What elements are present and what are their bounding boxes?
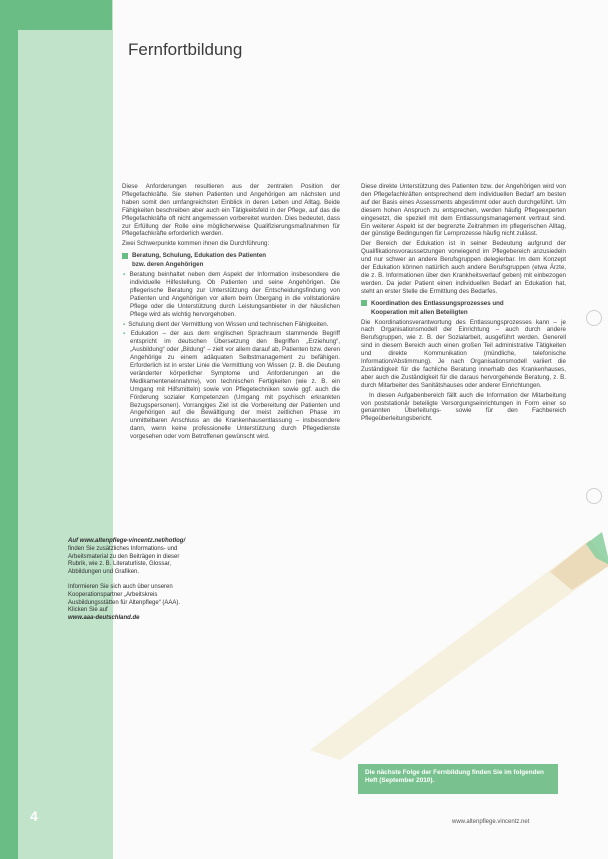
decorative-green-panel [18, 0, 113, 859]
pencil-illustration [250, 520, 608, 760]
bullet-item: ▪ Edukation – der aus dem englischen Sprachraum stammende Begriff entspricht im deutschen Übersetzung den Begriffen „Erziehung“, „Ausbildung“ oder „Bildung“ – zielt vor allem darauf ab, Patienten bzw. deren Angehörige zu einem adäquaten Selbstmanagement zu befähigen. Erforderlich ist in erster Linie die Vermittlung von Wissen (z. B. die Deutung veränderter körperlicher Symptome und Anforderungen an die Medikamenteneinnahme), von technischen Fertigkeiten (wie z. B. ein Umgang mit Hilfsmitteln) sowie von Pflegetechniken sowie ggf. auch die Förderung sozialer Kompetenzen (Umgang mit psychisch erkrankten Bezugspersonen). Vorrangiges Ziel ist die Vorbereitung der Patienten und Angehörigen auf die Bewältigung der meist zeitlichen Phase im unmittelbaren Anschluss an die Krankenhausentlassung – insbesondere dann, wenn keine professionelle Unterstützung durch Pflegedienste vorgesehen oder vom Betroffenen gewünscht wird. [122, 330, 340, 441]
footer-url[interactable]: www.altenpflege.vincentz.net [452, 819, 530, 825]
heading-square-icon [122, 253, 128, 259]
right-text-column [361, 183, 566, 425]
info-text: Auf www.altenpflege-vincentz.net/hotlog/ finden Sie zusätzliches Informations- und Arbeitsmaterial zu den Beiträgen in dieser Rubrik, wie z. B. Literaturliste, Glossar, Abbildungen und Grafiken. [68, 538, 186, 576]
paragraph: Diese direkte Unterstützung des Patienten bzw. der Angehörigen wird von den Pflegefachkräften entsprechend dem individuellen Bedarf am besten auf der Basis eines Assessments abgestimmt oder auch durchgeführt. Um diesem hohen Anspruch zu entsprechen, werden häufig Pflegeexperten eingesetzt, die speziell mit dem Entlassungsmanagement vertraut sind. Ein weiterer Aspekt ist der begrenzte Zeitrahmen im pflegerischen Alltag, der günstige Bedingungen für Lernprozesse häufig nicht zulässt. [361, 183, 566, 238]
bullet-item: ▪ Beratung beinhaltet neben dem Aspekt der Information insbesondere die individuelle Hilfestellung. Ob Patienten und seine Angehörigen. Die pflegerische Beratung zur Unterstützung der Entscheidungsfindung von Patienten und Angehörigen vor allem beim Übergang in die vollstationäre Pflege oder die Unterstützung durch Leistungsanbieter in der häuslichen Pflege wird als wichtig hervorgehoben. [122, 271, 340, 318]
info-text: Informieren Sie sich auch über unseren Kooperationspartner „Arbeitskreis Ausbildungsstätten für Altenpflege“ (AAA). Klicken Sie auf www.aaa-deutschland.de [68, 583, 181, 622]
green-top-block [0, 0, 112, 30]
section-heading: Koordination des Entlassungsprozesses und [361, 300, 566, 308]
section-heading: Beratung, Schulung, Edukation des Patienten [122, 252, 340, 260]
paragraph: Diese Anforderungen resultieren aus der zentralen Position der Pflegefachkräfte. Sie stehen Patienten und Angehörigen am nächsten und haben somit den umfangreichsten Einblick in deren Leben und Alltag. Beide Fähigkeiten beschreiben aber auch ein Tätigkeitsfeld in der Pflege, auf das die Pflegefachkräfte oft nicht angemessen vorbereitet wurden. Dies bedeutet, dass zur Erfüllung der Rolle eine möglicherweise Qualifizierungsmaßnahmen für Pflegefachkräfte erforderlich werden. [122, 183, 340, 238]
page-number: 4 [30, 808, 38, 824]
left-text-column [122, 183, 340, 443]
paragraph: Die Koordinationsverantwortung des Entlassungsprozesses kann – je nach Organisationsmodell der Einrichtung – auch durch andere Berufsgruppen, wie z. B. der Sozialarbeit, ausgeführt werden. Generell sind in diesem Bereich auch einen großen Teil administrative Tätigkeiten und direkte Kommunikation (mündliche, telefonische Information/Abstimmung). Je nach Organisationsmodell variiert die Zuständigkeit für die fachliche Beratung innerhalb des Krankenhauses, aber auch die Zuständigkeit für die daraus hervorgehende Beratung, z. B. durch Mitarbeiter des Sanitätshauses oder anderer Einrichtungen. [361, 318, 566, 389]
info-box [68, 538, 186, 630]
punch-hole [586, 310, 602, 326]
bullet-item: ▪ Schulung dient der Vermittlung von Wissen und technischen Fähigkeiten. [122, 321, 340, 329]
punch-hole [586, 488, 602, 504]
section-subheading: Kooperation mit allen Beteiligten [371, 308, 468, 316]
paragraph: Zwei Schwerpunkte kommen ihnen die Durchführung: [122, 240, 270, 248]
heading-square-icon [361, 300, 367, 306]
section-subheading: bzw. deren Angehörigen [132, 261, 204, 269]
page-title: Fernfortbildung [128, 40, 243, 59]
website-link[interactable]: www.aaa-deutschland.de [68, 615, 140, 622]
paragraph: In diesen Aufgabenbereich fällt auch die Information der Mitarbeitung von poststationär beteiligte Versorgungseinrichtungen in Form einer so genannten Überleitungs- sowie für den Fachbereich Pflegeüberleitungsbericht. [361, 391, 566, 423]
next-issue-callout: Die nächste Folge der Fernbildung finden Sie im folgenden Heft (September 2010). [358, 764, 558, 794]
green-side-strip [0, 0, 18, 859]
website-link[interactable]: www.altenpflege-vincentz.net/hotlog/ [79, 538, 186, 544]
paragraph: Der Bereich der Edukation ist in seiner Bedeutung aufgrund der Qualifikationsvoraussetzungen vorwiegend im Pflegebereich anzusiedeln und nur schwer an andere Berufsgruppen delegierbar. Im dem Konzept der Edukation können natürlich auch andere Berufsgruppen (etwa Ärzte, die z. B. Informationen über den Krankheitsverlauf geben) mit einbezogen werden. Da jeder Patient einen individuellen Bedarf an Edukation hat, steht an erster Stelle die Ermittlung des Bedarfes. [361, 240, 566, 295]
